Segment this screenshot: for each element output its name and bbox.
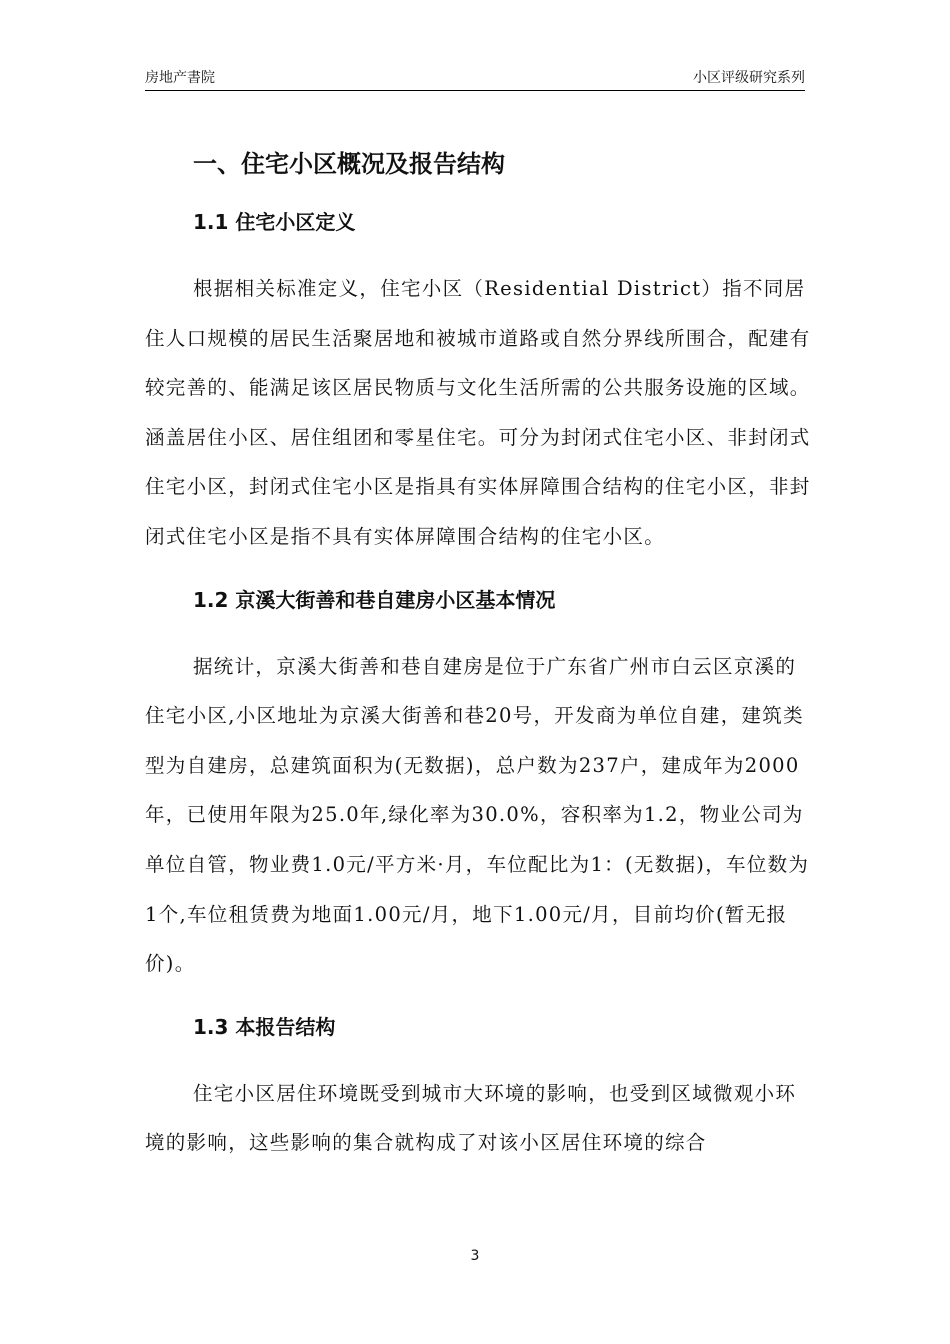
header-series-title: 小区评级研究系列 <box>693 70 805 86</box>
subsection-title-1-1: 1.1 住宅小区定义 <box>193 210 356 234</box>
subsection-title-1-2: 1.2 京溪大街善和巷自建房小区基本情况 <box>193 587 556 612</box>
header-publisher: 房地产書院 <box>145 70 215 86</box>
section-title: 一、住宅小区概况及报告结构 <box>193 150 505 178</box>
page-header <box>145 64 805 91</box>
paragraph-report-structure: 住宅小区居住环境既受到城市大环境的影响，也受到区域微观小环境的影响，这些影响的集合就构成了对该小区居住环境的综合 <box>145 1081 797 1155</box>
subsection-title-1-3: 1.3 本报告结构 <box>193 1014 336 1039</box>
page-number: 3 <box>470 1248 480 1264</box>
document-body <box>145 140 813 1168</box>
paragraph-definition: 根据相关标准定义，住宅小区（Residential District）指不同居住人口规模的居民生活聚居地和被城市道路或自然分界线所围合，配建有较完善的、能满足该区居民物质与文化生活所需的公共服务设施的区域。涵盖居住小区、居住组团和零星住宅。可分为封闭式住宅小区、非封闭式住宅小区，封闭式住宅小区是指具有实体屏障围合结构的住宅小区，非封闭式住宅小区是指不具有实体屏障围合结构的住宅小区。 <box>145 277 811 548</box>
paragraph-basic-info: 据统计，京溪大街善和巷自建房是位于广东省广州市白云区京溪的住宅小区,小区地址为京溪大街善和巷20号，开发商为单位自建，建筑类型为自建房，总建筑面积为(无数据)，总户数为237户，建成年为2000年，已使用年限为25.0年,绿化率为30.0%，容积率为1.2，物业公司为单位自管，物业费1.0元/平方米·月，车位配比为1：(无数据)，车位数为1个,车位租赁费为地面1.00元/月，地下1.00元/月，目前均价(暂无报价)。 <box>145 654 810 976</box>
